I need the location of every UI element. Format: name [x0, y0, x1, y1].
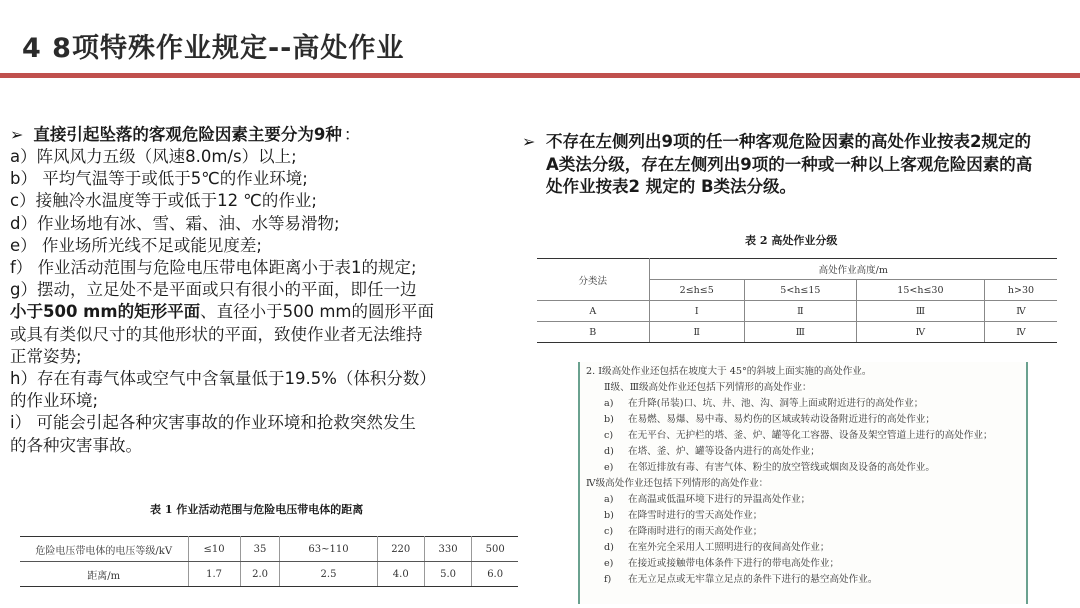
factor-b: b） 平均气温等于或低于5℃的作业环境;: [10, 169, 308, 189]
slide-title: 4 8项特殊作业规定--高处作业: [22, 33, 405, 64]
factor-g-line1: g）摆动，立足处不是平面或只有很小的平面，即任一边: [10, 280, 417, 300]
table-row: [537, 259, 1057, 280]
table2-range-header: 15<h≤30: [856, 280, 984, 301]
factor-g-rest: 、直径小于500 mm的圆形平面: [200, 302, 434, 322]
note-item: [586, 572, 1020, 588]
note-item-text: 在降雨时进行的雨天高处作业；: [628, 526, 763, 537]
table-cell: 5.0: [424, 562, 471, 587]
note-item-text: 在高温或低温环境下进行的异温高处作业；: [628, 494, 811, 505]
table-cell: 6.0: [472, 562, 518, 587]
table-cell: Ⅳ: [985, 301, 1057, 322]
table-cell: Ⅱ: [744, 301, 856, 322]
table2-method-header: 分类法: [537, 259, 649, 301]
table-cell: Ⅳ: [985, 322, 1057, 343]
note-item-text: 在升降(吊装)口、坑、井、池、沟、洞等上面或附近进行的高处作业；: [628, 398, 924, 409]
note-item: [586, 444, 1020, 460]
table1-row1-label: 危险电压带电体的电压等级/kV: [20, 537, 188, 562]
left-heading: [10, 124, 530, 146]
table-row: [20, 562, 518, 587]
left-heading-text: 直接引起坠落的客观危险因素主要分为9种: [33, 125, 342, 144]
table-cell: Ⅲ: [744, 322, 856, 343]
note-item-label: c): [604, 430, 614, 441]
title-bar: [0, 0, 1080, 80]
note-item-label: e): [604, 462, 614, 473]
factor-i-line1: i） 可能会引起各种灾害事故的作业环境和抢救突然发生: [10, 413, 416, 433]
table2-range-header: h>30: [985, 280, 1057, 301]
table2-range-header: 5<h≤15: [744, 280, 856, 301]
factor-g-line2: [10, 301, 530, 323]
note-item-label: c): [604, 526, 614, 537]
table-cell: 2.5: [280, 562, 377, 587]
note-item: [586, 540, 1020, 556]
table-cell: Ⅰ: [649, 301, 744, 322]
table-cell: Ⅲ: [856, 301, 984, 322]
note-item-text: 在易燃、易爆、易中毒、易灼伤的区域或转动设备附近进行的高处作业；: [628, 414, 935, 425]
table2-height-classification: [537, 258, 1057, 343]
classification-notes: [578, 362, 1028, 604]
note-item-text: 在接近或接触带电体条件下进行的带电高处作业；: [628, 558, 840, 569]
note-line: 2. Ⅰ级高处作业还包括在坡度大于 45°的斜坡上面实施的高处作业。: [586, 366, 872, 377]
note-line: Ⅳ级高处作业还包括下列情形的高处作业：: [586, 478, 769, 489]
factor-f: f） 作业活动范围与危险电压带电体距离小于表1的规定;: [10, 258, 417, 278]
table-row: [537, 301, 1057, 322]
table-cell: Ⅱ: [649, 322, 744, 343]
note-line: Ⅱ级、Ⅲ级高处作业还包括下列情形的高处作业：: [604, 382, 812, 393]
note-item-label: b): [604, 510, 614, 521]
note-item: [586, 556, 1020, 572]
table-cell: 2.0: [240, 562, 280, 587]
note-item-label: d): [604, 542, 614, 553]
table-cell: 63~110: [280, 537, 377, 562]
note-item: [586, 428, 1020, 444]
title-underline: [0, 73, 1080, 78]
table-row: [20, 537, 518, 562]
note-item-text: 在塔、釜、炉、罐等设备内进行的高处作业；: [628, 446, 820, 457]
table-cell: Ⅳ: [856, 322, 984, 343]
factor-c: c）接触冷水温度等于或低于12 ℃的作业;: [10, 191, 317, 211]
note-item: [586, 412, 1020, 428]
table-cell: 330: [424, 537, 471, 562]
table2-row-label: A: [537, 301, 649, 322]
factor-a: a）阵风风力五级（风速8.0m/s）以上;: [10, 147, 297, 166]
factor-e: e） 作业场所光线不足或能见度差;: [10, 235, 262, 255]
left-heading-colon: ：: [343, 125, 361, 144]
note-item-text: 在无立足点或无牢靠立足点的条件下进行的悬空高处作业。: [628, 574, 878, 585]
note-item-text: 在室外完全采用人工照明进行的夜间高处作业；: [628, 542, 830, 553]
table1-voltage-distance: [20, 536, 518, 587]
table1-caption: 表 1 作业活动范围与危险电压带电体的距离: [150, 503, 364, 516]
factor-g-line3: 或具有类似尺寸的其他形状的平面，致使作业者无法维持: [10, 324, 423, 344]
note-item: [586, 396, 1020, 412]
factor-h-line1: h）存在有毒气体或空气中含氧量低于19.5%（体积分数）: [10, 369, 436, 389]
table2-caption: 表 2 高处作业分级: [745, 234, 838, 247]
table-row: [537, 322, 1057, 343]
table-cell: ≤10: [188, 537, 240, 562]
note-item: [586, 460, 1020, 476]
note-item-text: 在降雪时进行的雪天高处作业；: [628, 510, 763, 521]
note-item: [586, 508, 1020, 524]
factor-g-bold: 小于500 mm的矩形平面: [10, 302, 201, 322]
table-cell: 500: [472, 537, 518, 562]
table1-row2-label: 距离/m: [20, 562, 188, 587]
right-heading: [522, 131, 1042, 199]
table-cell: 220: [377, 537, 424, 562]
note-item-text: 在邻近排放有毒、有害气体、粉尘的放空管线或烟囱及设备的高处作业。: [628, 462, 935, 473]
factor-i-line2: 的各种灾害事故。: [10, 435, 142, 455]
table-cell: 4.0: [377, 562, 424, 587]
table2-range-header: 2≤h≤5: [649, 280, 744, 301]
right-heading-text: 不存在左侧列出9项的任一种客观危险因素的高处作业按表2规定的 A类法分级，存在左侧列出9项的一种或一种以上客观危险因素的高处作业按表2 规定的 B类法分级。: [546, 132, 1033, 196]
table-cell: 35: [240, 537, 280, 562]
table-cell: 1.7: [188, 562, 240, 587]
arrow-bullet-icon: ➢: [522, 132, 536, 151]
left-column: [10, 124, 530, 457]
arrow-bullet-icon: ➢: [10, 125, 24, 144]
note-item: [586, 492, 1020, 508]
note-item-text: 在无平台、无护栏的塔、釜、炉、罐等化工容器、设备及架空管道上进行的高处作业；: [628, 430, 993, 441]
note-item-label: e): [604, 558, 614, 569]
note-item-label: a): [604, 398, 614, 409]
factor-g-line4: 正常姿势;: [10, 346, 82, 366]
table2-row-label: B: [537, 322, 649, 343]
note-item-label: a): [604, 494, 614, 505]
factor-d: d）作业场地有冰、雪、霜、油、水等易滑物;: [10, 213, 340, 233]
note-item-label: d): [604, 446, 614, 457]
table2-height-header: 高处作业高度/m: [649, 259, 1057, 280]
note-item-label: b): [604, 414, 614, 425]
note-item-label: f): [604, 574, 612, 585]
note-item: [586, 524, 1020, 540]
factor-h-line2: 的作业环境;: [10, 391, 99, 411]
